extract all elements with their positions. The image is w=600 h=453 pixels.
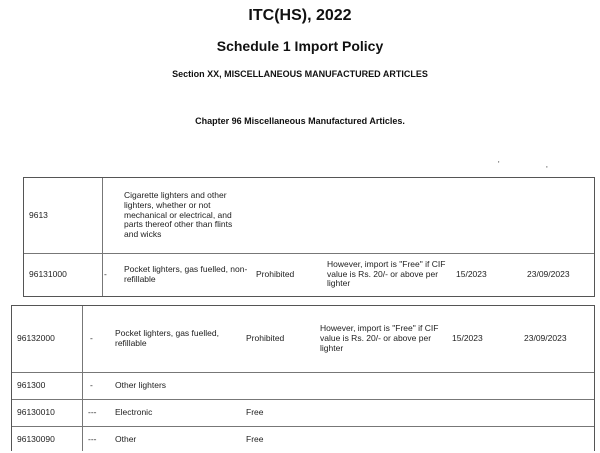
row-policy: Prohibited xyxy=(246,333,285,344)
document-title: ITC(HS), 2022 xyxy=(248,7,352,24)
row-description: Other lighters xyxy=(115,380,167,391)
row-dash: - xyxy=(90,380,93,391)
row-code: 96131000 xyxy=(29,268,67,279)
corner-marks: ' , xyxy=(498,160,570,169)
row-code: 96130010 xyxy=(17,407,55,418)
table-row xyxy=(12,427,594,453)
chapter-heading: Chapter 96 Miscellaneous Manufactured Articles. xyxy=(195,116,405,126)
row-description: Other xyxy=(115,434,137,445)
row-policy: Free xyxy=(246,434,264,445)
row-code: 961300 xyxy=(17,380,46,391)
row-description: Cigarette lighters and other lighters, whether or not mechanical or electrical, and parts thereof other than flints and wicks xyxy=(124,190,233,240)
row-dash: --- xyxy=(88,434,97,445)
top-table xyxy=(23,177,595,297)
row-dash: - xyxy=(104,268,107,279)
row-date-notified: 15/2023 xyxy=(452,333,483,344)
table-row xyxy=(24,178,594,254)
section-heading: Section XX, MISCELLANEOUS MANUFACTURED ARTICLES xyxy=(172,69,428,79)
row-policy: Prohibited xyxy=(256,268,295,279)
table-row xyxy=(12,373,594,400)
row-date-notified: 15/2023 xyxy=(456,268,487,279)
row-policy: Free xyxy=(246,407,264,418)
bottom-table xyxy=(11,305,595,451)
row-description: Pocket lighters, gas fuelled, refillable xyxy=(115,328,219,348)
document-subtitle: Schedule 1 Import Policy xyxy=(216,38,384,54)
row-dash: - xyxy=(90,333,93,344)
row-code: 96132000 xyxy=(17,333,55,344)
row-code: 96130090 xyxy=(17,434,55,445)
table-row xyxy=(12,306,594,373)
table-row xyxy=(12,400,594,427)
row-description: Pocket lighters, gas fuelled, non-refillable xyxy=(124,263,248,284)
row-date-effective: 23/09/2023 xyxy=(527,268,570,279)
row-code: 9613 xyxy=(29,209,48,220)
row-policy-condition: However, import is "Free" if CIF value is Rs. 20/- or above per lighter xyxy=(320,323,439,353)
row-date-effective: 23/09/2023 xyxy=(524,333,567,344)
row-dash: --- xyxy=(88,407,97,418)
row-description: Electronic xyxy=(115,407,153,418)
row-policy-condition: However, import is "Free" if CIF value is Rs. 20/- or above per lighter xyxy=(327,258,446,289)
table-row xyxy=(24,254,594,295)
